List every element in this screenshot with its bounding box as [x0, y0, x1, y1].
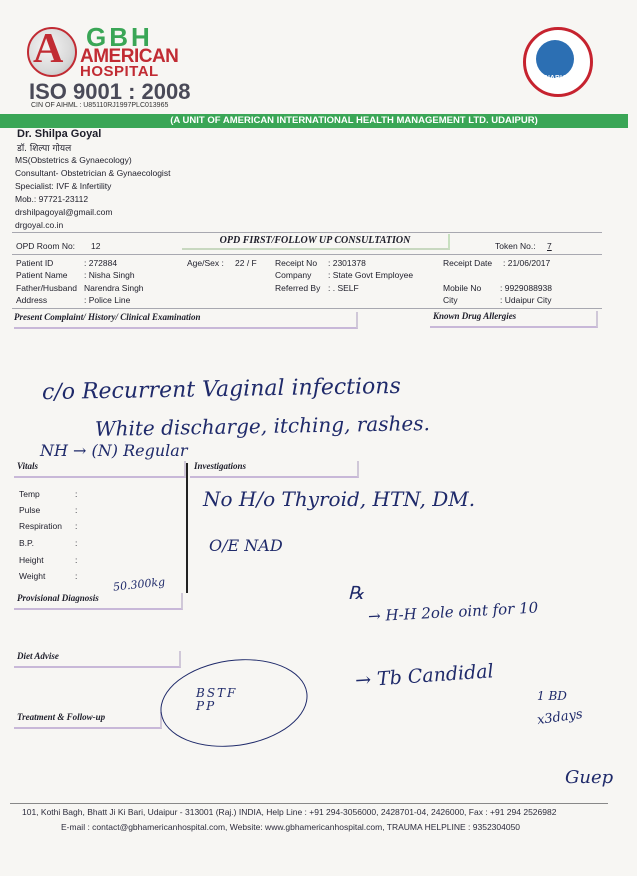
agesex-value: 22 / F	[235, 258, 257, 268]
doctor-website: drgoyal.co.in	[15, 220, 64, 230]
allergies-section	[430, 311, 598, 328]
handwritten-rx-4: x3days	[536, 706, 584, 729]
footer-divider	[10, 803, 608, 804]
nabh-seal-center	[536, 40, 574, 78]
handwritten-oe: O/E NAD	[209, 536, 283, 555]
vital-pulse-label: Pulse	[19, 505, 41, 515]
doctor-designation: Consultant- Obstetrician & Gynaecologist	[15, 168, 171, 178]
opd-room-value: 12	[91, 241, 101, 251]
token-value: 7	[547, 241, 552, 251]
mobile-label: Mobile No	[443, 283, 482, 293]
address-label: Address	[16, 295, 48, 305]
hospital-logo-letter: A	[33, 26, 64, 72]
hospital-logo-gbh: GBH	[86, 22, 153, 52]
patient-name-label: Patient Name	[16, 270, 68, 280]
opd-divider	[12, 254, 602, 255]
company-label: Company	[275, 270, 312, 280]
patient-id-value: : 272884	[84, 258, 118, 268]
footer-contact: E-mail : contact@gbhamericanhospital.com, Website: www.gbhamericanhospital.com, TRAUMA HELPLINE : 9352304050	[61, 822, 521, 832]
treatment-section	[14, 712, 162, 729]
handwritten-complaint-1: c/o Recurrent Vaginal infections	[41, 373, 401, 406]
mobile-value: : 9929088938	[500, 283, 552, 293]
complaint-heading: Present Complaint/ History/ Clinical Examination	[14, 312, 201, 322]
investigations-heading: Investigations	[194, 461, 247, 471]
handwritten-rx-3: 1 BD	[537, 689, 567, 703]
doctor-mobile: Mob.: 97721-23112	[15, 194, 89, 204]
receipt-no-value: : 2301378	[328, 258, 366, 268]
handwritten-weight: 50.300kg	[112, 575, 166, 594]
doctor-specialty: Specialist: IVF & Infertility	[15, 181, 112, 191]
consultation-title: OPD FIRST/FOLLOW UP CONSULTATION	[219, 235, 411, 246]
city-label: City	[443, 295, 458, 305]
cin-number: CIN OF AIHML : U85110RJ1997PLC013965	[31, 102, 169, 109]
provisional-diagnosis-section	[14, 593, 183, 610]
vital-bp-label: B.P.	[19, 538, 34, 548]
opd-room-label: OPD Room No:	[16, 241, 76, 251]
unit-band: (A UNIT OF AMERICAN INTERNATIONAL HEALTH MANAGEMENT LTD. UDAIPUR)	[0, 114, 628, 128]
token-label: Token No.:	[495, 241, 536, 251]
vital-respiration-label: Respiration	[19, 521, 62, 531]
vital-weight-sep: :	[75, 571, 78, 581]
vitals-heading: Vitals	[17, 461, 39, 471]
company-value: : State Govt Employee	[328, 270, 414, 280]
nabh-label: NABH	[544, 75, 566, 82]
hospital-logo-hospital: HOSPITAL	[80, 63, 159, 80]
agesex-label: Age/Sex :	[187, 258, 224, 268]
handwritten-complaint-2: White discharge, itching, rashes.	[94, 411, 431, 441]
handwritten-investigations: BSTF PP	[196, 686, 238, 713]
father-husband-label: Father/Husband	[16, 283, 77, 293]
doctor-email: drshilpagoyal@gmail.com	[15, 207, 113, 217]
patient-id-label: Patient ID	[16, 258, 54, 268]
vital-temp-label: Temp	[19, 489, 40, 499]
father-husband-value: Narendra Singh	[84, 283, 144, 293]
city-value: : Udaipur City	[500, 295, 552, 305]
doctor-name: Dr. Shilpa Goyal	[17, 128, 102, 140]
doctor-signature: Guep	[565, 767, 614, 788]
doctor-qualification: MS(Obstetrics & Gynaecology)	[15, 155, 132, 165]
treatment-heading: Treatment & Follow-up	[17, 712, 106, 722]
diet-heading: Diet Advise	[17, 651, 59, 661]
vital-respiration-sep: :	[75, 521, 78, 531]
patient-divider	[12, 308, 602, 309]
vital-height-label: Height	[19, 555, 44, 565]
vital-bp-sep: :	[75, 538, 78, 548]
receipt-no-label: Receipt No	[275, 258, 318, 268]
vitals-divider-line	[186, 463, 188, 593]
address-value: : Police Line	[84, 295, 131, 305]
vital-height-sep: :	[75, 555, 78, 565]
doctor-name-hindi: डॉ. शिल्पा गोयल	[17, 144, 72, 154]
vital-weight-label: Weight	[19, 571, 46, 581]
iso-certification: ISO 9001 : 2008	[29, 79, 191, 104]
vitals-section	[14, 461, 186, 478]
provisional-diagnosis-heading: Provisional Diagnosis	[17, 593, 99, 603]
footer-address: 101, Kothi Bagh, Bhatt Ji Ki Bari, Udaipur - 313001 (Raj.) INDIA, Help Line : +91 294-3056000, 2428701-04, 2426000, Fax : +91 294 2526982	[22, 807, 557, 817]
allergies-heading: Known Drug Allergies	[433, 311, 517, 321]
referred-by-value: : . SELF	[328, 283, 359, 293]
rx-symbol-icon: ℞	[348, 583, 365, 604]
investigations-section	[190, 461, 359, 478]
handwritten-rx-2: → Tb Candidal	[354, 660, 495, 692]
header-divider	[12, 232, 602, 233]
receipt-date-label: Receipt Date	[443, 258, 493, 268]
hospital-logo-american: AMERICAN	[80, 46, 179, 67]
handwritten-history: No H/o Thyroid, HTN, DM.	[203, 487, 476, 511]
referred-by-label: Referred By	[275, 283, 321, 293]
complaint-section	[14, 312, 358, 329]
vital-temp-sep: :	[75, 489, 78, 499]
handwritten-nh: NH → (N) Regular	[40, 441, 188, 460]
receipt-date-value: : 21/06/2017	[503, 258, 551, 268]
vital-pulse-sep: :	[75, 505, 78, 515]
patient-name-value: : Nisha Singh	[84, 270, 135, 280]
handwritten-rx-1: → H-H 2ole oint for 10	[367, 598, 539, 626]
diet-section	[14, 651, 181, 668]
consultation-title-box	[182, 234, 450, 250]
